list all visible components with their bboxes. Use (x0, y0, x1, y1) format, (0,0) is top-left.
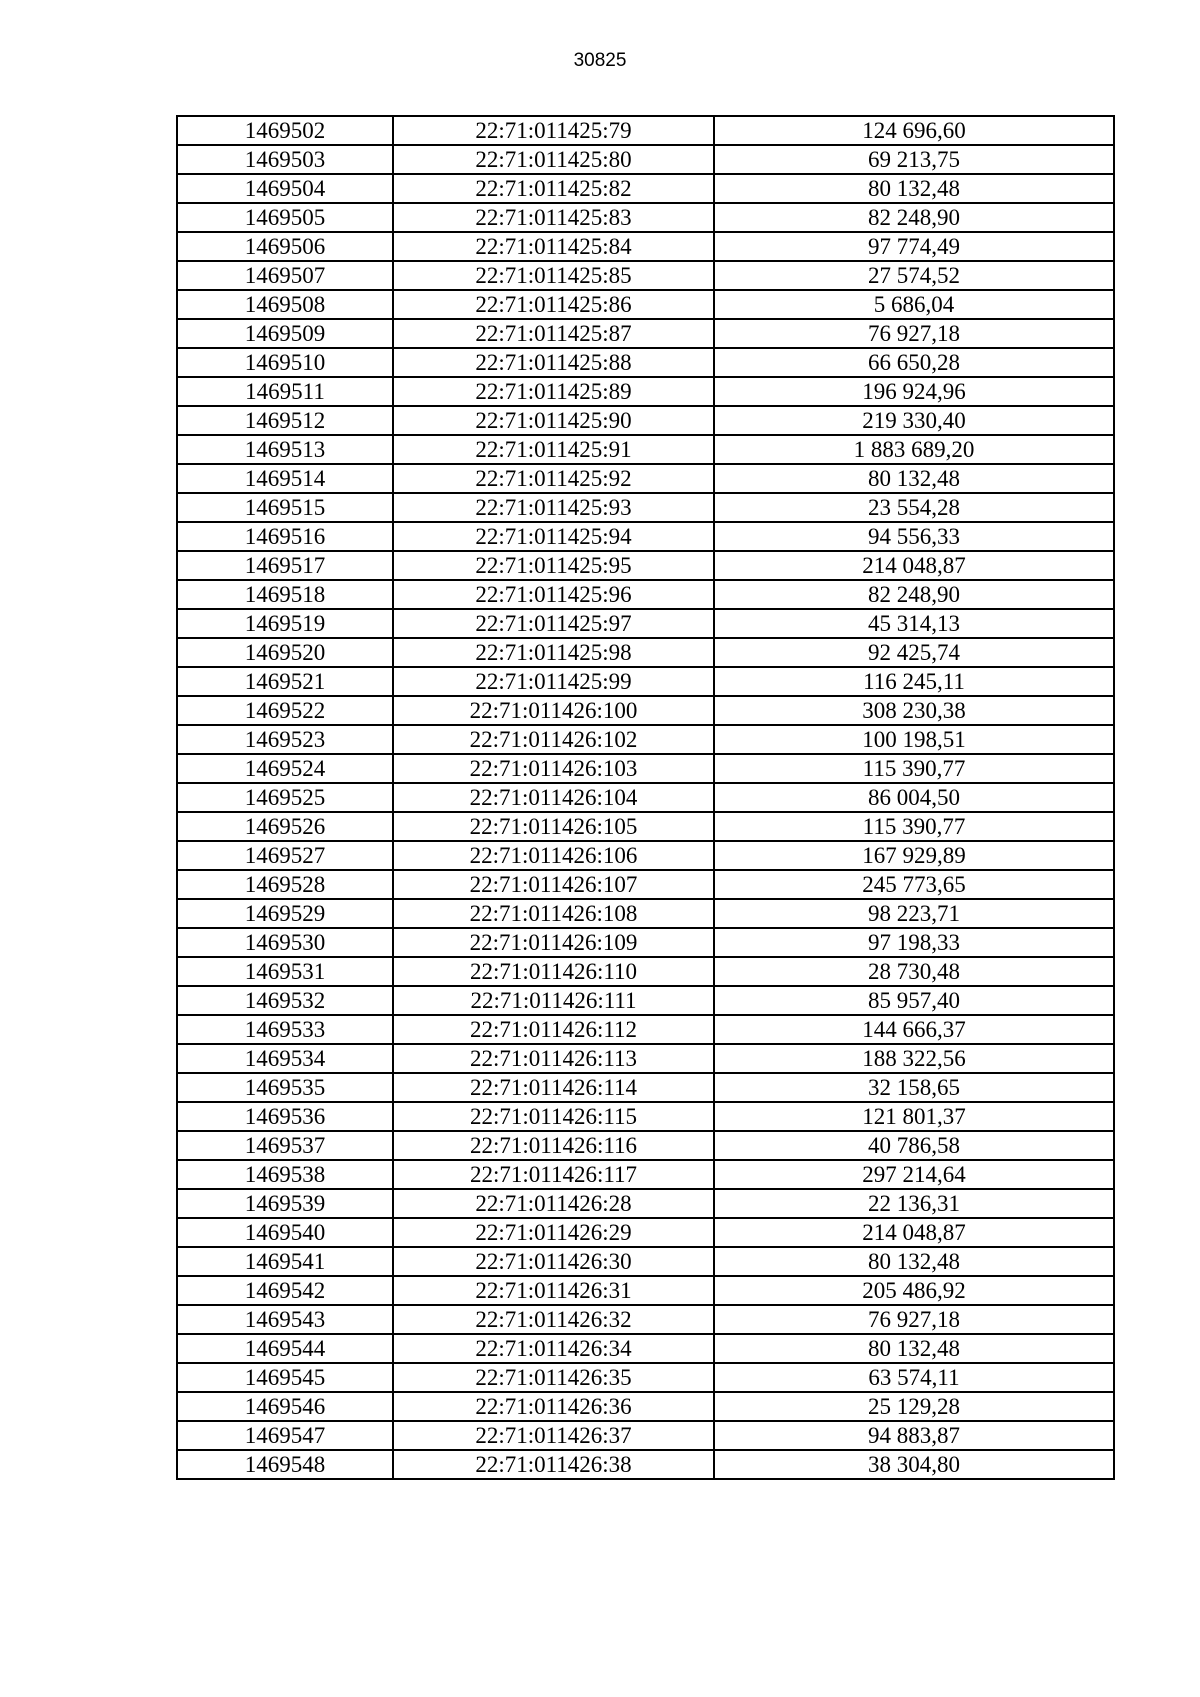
cadastral-number-cell: 22:71:011425:94 (393, 522, 714, 551)
cadastral-number-cell: 22:71:011425:85 (393, 261, 714, 290)
row-number-cell: 1469528 (177, 870, 393, 899)
row-number-cell: 1469534 (177, 1044, 393, 1073)
table-row (177, 1073, 1114, 1102)
table-row (177, 232, 1114, 261)
row-number-cell: 1469532 (177, 986, 393, 1015)
row-number-cell: 1469547 (177, 1421, 393, 1450)
row-number-cell: 1469517 (177, 551, 393, 580)
cadastral-value-cell: 205 486,92 (714, 1276, 1114, 1305)
table-row (177, 522, 1114, 551)
row-number-cell: 1469529 (177, 899, 393, 928)
cadastral-value-cell: 82 248,90 (714, 203, 1114, 232)
cadastral-number-cell: 22:71:011426:110 (393, 957, 714, 986)
cadastral-value-cell: 94 556,33 (714, 522, 1114, 551)
cadastral-value-cell: 86 004,50 (714, 783, 1114, 812)
table-row (177, 812, 1114, 841)
row-number-cell: 1469510 (177, 348, 393, 377)
row-number-cell: 1469541 (177, 1247, 393, 1276)
row-number-cell: 1469516 (177, 522, 393, 551)
row-number-cell: 1469502 (177, 116, 393, 145)
cadastral-number-cell: 22:71:011426:32 (393, 1305, 714, 1334)
cadastral-number-cell: 22:71:011426:106 (393, 841, 714, 870)
table-row (177, 435, 1114, 464)
cadastral-number-cell: 22:71:011426:102 (393, 725, 714, 754)
table-row (177, 348, 1114, 377)
cadastral-value-cell: 28 730,48 (714, 957, 1114, 986)
cadastral-number-cell: 22:71:011425:91 (393, 435, 714, 464)
cadastral-number-cell: 22:71:011425:83 (393, 203, 714, 232)
cadastral-number-cell: 22:71:011426:30 (393, 1247, 714, 1276)
row-number-cell: 1469513 (177, 435, 393, 464)
table-row (177, 725, 1114, 754)
row-number-cell: 1469515 (177, 493, 393, 522)
cadastral-value-cell: 76 927,18 (714, 1305, 1114, 1334)
row-number-cell: 1469525 (177, 783, 393, 812)
cadastral-value-cell: 188 322,56 (714, 1044, 1114, 1073)
cadastral-number-cell: 22:71:011425:89 (393, 377, 714, 406)
cadastral-number-cell: 22:71:011425:86 (393, 290, 714, 319)
cadastral-number-cell: 22:71:011426:105 (393, 812, 714, 841)
table-row (177, 957, 1114, 986)
table-row (177, 406, 1114, 435)
cadastral-value-cell: 63 574,11 (714, 1363, 1114, 1392)
cadastral-value-cell: 5 686,04 (714, 290, 1114, 319)
cadastral-number-cell: 22:71:011426:37 (393, 1421, 714, 1450)
cadastral-number-cell: 22:71:011426:100 (393, 696, 714, 725)
table-row (177, 464, 1114, 493)
cadastral-value-cell: 98 223,71 (714, 899, 1114, 928)
row-number-cell: 1469522 (177, 696, 393, 725)
cadastral-number-cell: 22:71:011425:93 (393, 493, 714, 522)
table-row (177, 1276, 1114, 1305)
row-number-cell: 1469508 (177, 290, 393, 319)
table-row (177, 1334, 1114, 1363)
cadastral-number-cell: 22:71:011426:28 (393, 1189, 714, 1218)
row-number-cell: 1469518 (177, 580, 393, 609)
cadastral-value-cell: 85 957,40 (714, 986, 1114, 1015)
cadastral-value-cell: 144 666,37 (714, 1015, 1114, 1044)
row-number-cell: 1469537 (177, 1131, 393, 1160)
cadastral-value-cell: 121 801,37 (714, 1102, 1114, 1131)
cadastral-value-cell: 69 213,75 (714, 145, 1114, 174)
table-row (177, 1189, 1114, 1218)
cadastral-number-cell: 22:71:011426:31 (393, 1276, 714, 1305)
cadastral-value-cell: 80 132,48 (714, 1247, 1114, 1276)
table-row (177, 841, 1114, 870)
table-row (177, 1044, 1114, 1073)
row-number-cell: 1469542 (177, 1276, 393, 1305)
cadastral-number-cell: 22:71:011426:35 (393, 1363, 714, 1392)
table-row (177, 116, 1114, 145)
cadastral-value-cell: 97 198,33 (714, 928, 1114, 957)
cadastral-number-cell: 22:71:011425:79 (393, 116, 714, 145)
cadastral-value-cell: 80 132,48 (714, 174, 1114, 203)
cadastral-value-cell: 214 048,87 (714, 551, 1114, 580)
table-body (177, 116, 1114, 1479)
table-row (177, 1305, 1114, 1334)
cadastral-value-cell: 82 248,90 (714, 580, 1114, 609)
cadastral-value-cell: 45 314,13 (714, 609, 1114, 638)
row-number-cell: 1469526 (177, 812, 393, 841)
table-row (177, 870, 1114, 899)
cadastral-number-cell: 22:71:011425:98 (393, 638, 714, 667)
table-row (177, 551, 1114, 580)
table-row (177, 783, 1114, 812)
table-row (177, 986, 1114, 1015)
table-row (177, 928, 1114, 957)
table-row (177, 1102, 1114, 1131)
cadastral-number-cell: 22:71:011425:92 (393, 464, 714, 493)
table-row (177, 145, 1114, 174)
table-row (177, 174, 1114, 203)
cadastral-number-cell: 22:71:011426:34 (393, 1334, 714, 1363)
cadastral-value-cell: 308 230,38 (714, 696, 1114, 725)
table-row (177, 609, 1114, 638)
cadastral-value-cell: 214 048,87 (714, 1218, 1114, 1247)
cadastral-value-cell: 80 132,48 (714, 464, 1114, 493)
table-row (177, 754, 1114, 783)
row-number-cell: 1469539 (177, 1189, 393, 1218)
cadastral-number-cell: 22:71:011426:111 (393, 986, 714, 1015)
cadastral-value-cell: 32 158,65 (714, 1073, 1114, 1102)
page-number: 30825 (573, 50, 627, 71)
cadastral-value-cell: 97 774,49 (714, 232, 1114, 261)
cadastral-value-cell: 1 883 689,20 (714, 435, 1114, 464)
row-number-cell: 1469535 (177, 1073, 393, 1102)
cadastral-value-cell: 245 773,65 (714, 870, 1114, 899)
cadastral-value-table (176, 115, 1115, 1480)
table-row (177, 899, 1114, 928)
row-number-cell: 1469506 (177, 232, 393, 261)
row-number-cell: 1469505 (177, 203, 393, 232)
row-number-cell: 1469512 (177, 406, 393, 435)
cadastral-value-cell: 25 129,28 (714, 1392, 1114, 1421)
row-number-cell: 1469531 (177, 957, 393, 986)
cadastral-number-cell: 22:71:011426:115 (393, 1102, 714, 1131)
cadastral-number-cell: 22:71:011425:95 (393, 551, 714, 580)
cadastral-number-cell: 22:71:011426:112 (393, 1015, 714, 1044)
row-number-cell: 1469520 (177, 638, 393, 667)
row-number-cell: 1469543 (177, 1305, 393, 1334)
table-row (177, 1160, 1114, 1189)
cadastral-number-cell: 22:71:011425:96 (393, 580, 714, 609)
cadastral-value-cell: 38 304,80 (714, 1450, 1114, 1479)
cadastral-number-cell: 22:71:011425:80 (393, 145, 714, 174)
cadastral-number-cell: 22:71:011425:84 (393, 232, 714, 261)
cadastral-value-cell: 66 650,28 (714, 348, 1114, 377)
cadastral-value-cell: 40 786,58 (714, 1131, 1114, 1160)
table-row (177, 696, 1114, 725)
row-number-cell: 1469511 (177, 377, 393, 406)
row-number-cell: 1469533 (177, 1015, 393, 1044)
row-number-cell: 1469524 (177, 754, 393, 783)
cadastral-number-cell: 22:71:011426:103 (393, 754, 714, 783)
table-row (177, 1392, 1114, 1421)
cadastral-value-cell: 196 924,96 (714, 377, 1114, 406)
table-row (177, 319, 1114, 348)
cadastral-value-cell: 22 136,31 (714, 1189, 1114, 1218)
table-row (177, 493, 1114, 522)
row-number-cell: 1469503 (177, 145, 393, 174)
row-number-cell: 1469544 (177, 1334, 393, 1363)
cadastral-value-cell: 80 132,48 (714, 1334, 1114, 1363)
cadastral-value-cell: 94 883,87 (714, 1421, 1114, 1450)
cadastral-value-cell: 76 927,18 (714, 319, 1114, 348)
cadastral-value-cell: 100 198,51 (714, 725, 1114, 754)
row-number-cell: 1469546 (177, 1392, 393, 1421)
cadastral-number-cell: 22:71:011425:88 (393, 348, 714, 377)
table-row (177, 1131, 1114, 1160)
cadastral-value-cell: 115 390,77 (714, 812, 1114, 841)
table-row (177, 580, 1114, 609)
cadastral-number-cell: 22:71:011426:117 (393, 1160, 714, 1189)
table-row (177, 638, 1114, 667)
cadastral-value-cell: 167 929,89 (714, 841, 1114, 870)
cadastral-number-cell: 22:71:011426:114 (393, 1073, 714, 1102)
table-row (177, 1450, 1114, 1479)
row-number-cell: 1469519 (177, 609, 393, 638)
cadastral-number-cell: 22:71:011425:87 (393, 319, 714, 348)
cadastral-number-cell: 22:71:011426:113 (393, 1044, 714, 1073)
cadastral-value-cell: 297 214,64 (714, 1160, 1114, 1189)
row-number-cell: 1469540 (177, 1218, 393, 1247)
cadastral-number-cell: 22:71:011426:116 (393, 1131, 714, 1160)
table-row (177, 1421, 1114, 1450)
cadastral-number-cell: 22:71:011426:29 (393, 1218, 714, 1247)
row-number-cell: 1469548 (177, 1450, 393, 1479)
cadastral-number-cell: 22:71:011425:99 (393, 667, 714, 696)
cadastral-number-cell: 22:71:011426:108 (393, 899, 714, 928)
row-number-cell: 1469507 (177, 261, 393, 290)
cadastral-value-cell: 27 574,52 (714, 261, 1114, 290)
row-number-cell: 1469536 (177, 1102, 393, 1131)
cadastral-value-cell: 115 390,77 (714, 754, 1114, 783)
row-number-cell: 1469523 (177, 725, 393, 754)
row-number-cell: 1469521 (177, 667, 393, 696)
cadastral-number-cell: 22:71:011426:36 (393, 1392, 714, 1421)
table-row (177, 667, 1114, 696)
cadastral-value-cell: 23 554,28 (714, 493, 1114, 522)
table-row (177, 1363, 1114, 1392)
cadastral-number-cell: 22:71:011425:97 (393, 609, 714, 638)
table-row (177, 1247, 1114, 1276)
row-number-cell: 1469509 (177, 319, 393, 348)
cadastral-number-cell: 22:71:011426:109 (393, 928, 714, 957)
cadastral-number-cell: 22:71:011425:82 (393, 174, 714, 203)
table-row (177, 377, 1114, 406)
cadastral-value-cell: 219 330,40 (714, 406, 1114, 435)
table-row (177, 290, 1114, 319)
row-number-cell: 1469545 (177, 1363, 393, 1392)
table-row (177, 203, 1114, 232)
cadastral-number-cell: 22:71:011426:38 (393, 1450, 714, 1479)
cadastral-number-cell: 22:71:011425:90 (393, 406, 714, 435)
row-number-cell: 1469538 (177, 1160, 393, 1189)
cadastral-number-cell: 22:71:011426:104 (393, 783, 714, 812)
table-row (177, 261, 1114, 290)
cadastral-value-cell: 92 425,74 (714, 638, 1114, 667)
cadastral-value-cell: 124 696,60 (714, 116, 1114, 145)
row-number-cell: 1469504 (177, 174, 393, 203)
row-number-cell: 1469527 (177, 841, 393, 870)
row-number-cell: 1469514 (177, 464, 393, 493)
table-row (177, 1218, 1114, 1247)
table-row (177, 1015, 1114, 1044)
row-number-cell: 1469530 (177, 928, 393, 957)
cadastral-value-cell: 116 245,11 (714, 667, 1114, 696)
cadastral-number-cell: 22:71:011426:107 (393, 870, 714, 899)
